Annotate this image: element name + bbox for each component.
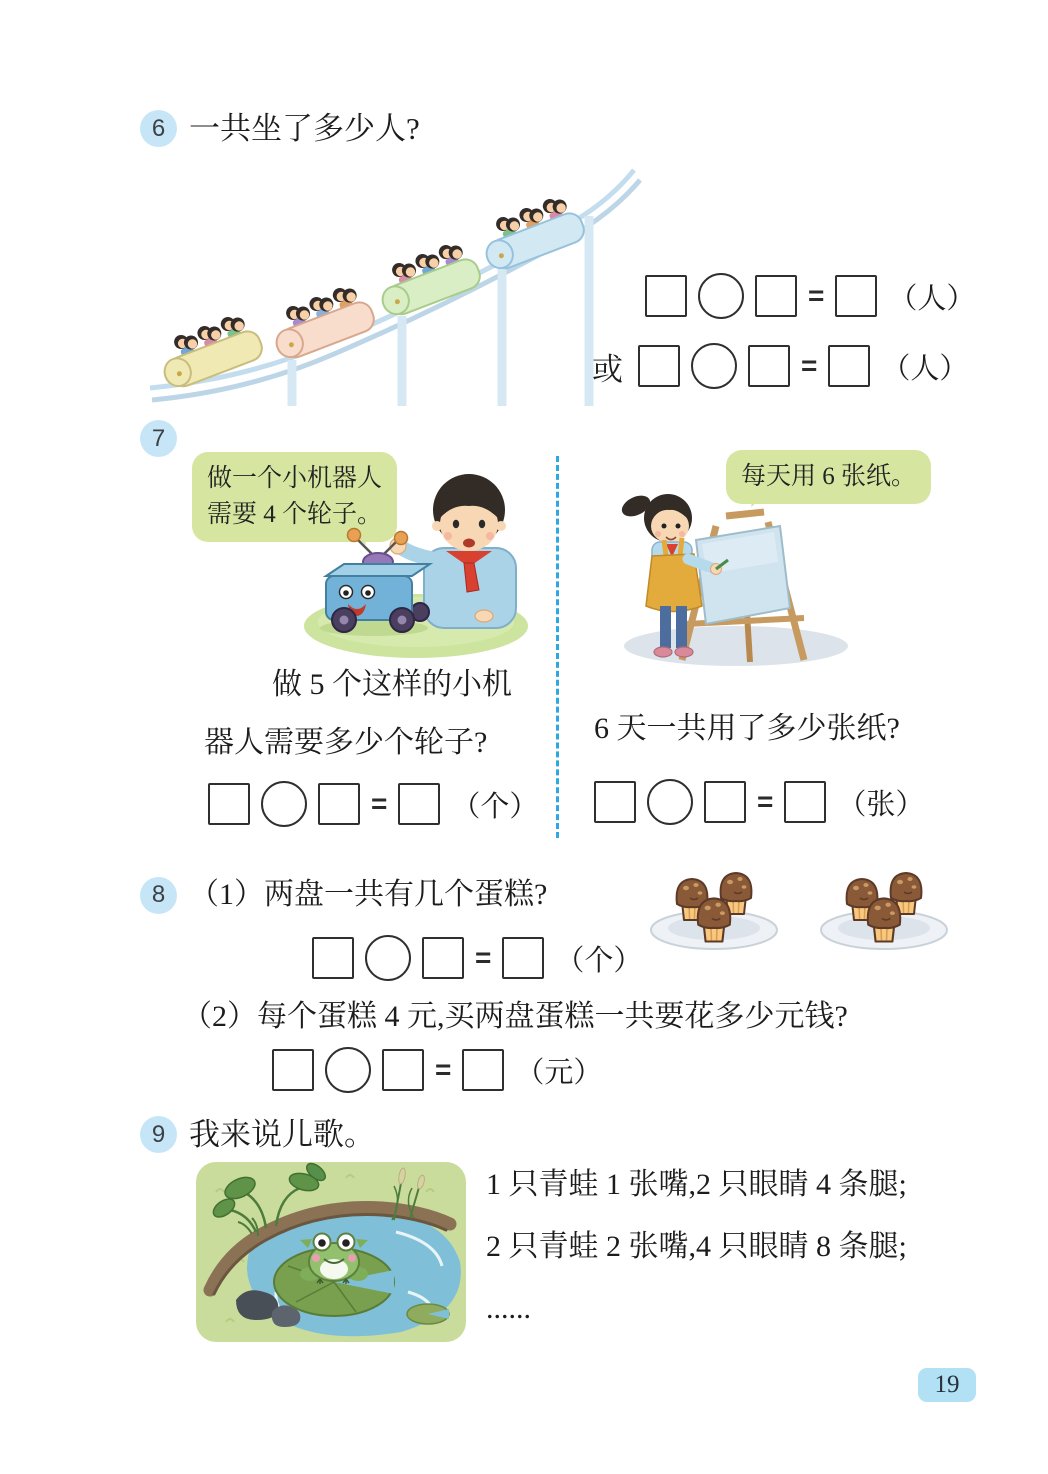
answer-box <box>272 1049 314 1091</box>
operator-circle <box>261 781 307 827</box>
problem6-title: 一共坐了多少人? <box>189 111 420 146</box>
coaster-car-green <box>371 237 483 320</box>
answer-box <box>828 345 870 387</box>
unit-label: （人） <box>888 282 976 315</box>
problem6-equation-1 <box>645 274 975 318</box>
answer-box <box>502 937 544 979</box>
unit-label: （个） <box>451 790 539 823</box>
or-label: 或 <box>592 351 623 387</box>
girl-painting-illustration <box>608 476 858 671</box>
muffin-plates-illustration <box>648 858 948 953</box>
problem8-equation-2 <box>272 1048 602 1092</box>
answer-box <box>835 275 877 317</box>
problem8-equation-1 <box>312 936 642 980</box>
operator-circle <box>365 935 411 981</box>
problem7-divider <box>556 456 559 838</box>
frog-pond-illustration <box>196 1162 466 1342</box>
unit-label: （人） <box>881 352 969 385</box>
problem6-equation-2 <box>592 344 968 388</box>
problem7-left-equation <box>208 782 538 826</box>
problem7-right-equation <box>594 780 924 824</box>
problem9-number-badge: 9 <box>140 1116 177 1153</box>
equals-sign: = <box>475 942 492 973</box>
muffin-plate <box>651 873 777 949</box>
operator-circle <box>691 343 737 389</box>
speech-text: 做一个小机器人 <box>207 465 383 492</box>
speech-text: 每天用 6 张纸。 <box>741 463 917 490</box>
problem7-left-question-line1: 做 5 个这样的小机 <box>272 668 512 701</box>
answer-box <box>312 937 354 979</box>
equals-sign: = <box>808 280 825 311</box>
problem8-question1: （1）两盘一共有几个蛋糕? <box>189 878 548 911</box>
answer-box <box>382 1049 424 1091</box>
unit-label: （元） <box>515 1056 603 1089</box>
problem8-header <box>140 876 547 914</box>
problem9-rhyme-line3: ...... <box>486 1292 531 1325</box>
answer-box <box>462 1049 504 1091</box>
unit-label: （张） <box>837 788 925 821</box>
roller-coaster-illustration <box>142 156 652 406</box>
answer-box <box>208 783 250 825</box>
problem8-question2: （2）每个蛋糕 4 元,买两盘蛋糕一共要花多少元钱? <box>182 1000 848 1033</box>
operator-circle <box>698 273 744 319</box>
problem9-header <box>140 1116 375 1153</box>
answer-box <box>638 345 680 387</box>
answer-box <box>594 781 636 823</box>
answer-box <box>755 275 797 317</box>
answer-box <box>422 937 464 979</box>
muffin-plate <box>821 873 947 949</box>
answer-box <box>784 781 826 823</box>
problem9-rhyme-line2: 2 只青蛙 2 张嘴,4 只眼睛 8 条腿; <box>486 1230 907 1263</box>
toy-robot-icon <box>320 529 430 637</box>
problem6-number-badge: 6 <box>140 110 177 147</box>
speech-text: 需要 4 个轮子。 <box>207 501 383 528</box>
problem9-title: 我来说儿歌。 <box>189 1117 375 1152</box>
answer-box <box>645 275 687 317</box>
equals-sign: = <box>435 1054 452 1085</box>
operator-circle <box>325 1047 371 1093</box>
coaster-car-pink <box>265 280 377 363</box>
unit-label: （个） <box>555 944 643 977</box>
answer-box <box>704 781 746 823</box>
problem7-right-question: 6 天一共用了多少张纸? <box>594 712 900 745</box>
operator-circle <box>647 779 693 825</box>
equals-sign: = <box>757 786 774 817</box>
boy-with-robot-illustration <box>298 460 543 665</box>
problem7-number-badge: 7 <box>140 420 177 457</box>
page-number-badge: 19 <box>918 1368 976 1402</box>
answer-box <box>318 783 360 825</box>
problem8-number-badge: 8 <box>140 877 177 914</box>
equals-sign: = <box>371 788 388 819</box>
problem6-header <box>140 110 420 147</box>
equals-sign: = <box>801 350 818 381</box>
problem7-left-question-line2: 器人需要多少个轮子? <box>204 726 488 759</box>
answer-box <box>398 783 440 825</box>
problem9-rhyme-line1: 1 只青蛙 1 张嘴,2 只眼睛 4 条腿; <box>486 1168 907 1201</box>
answer-box <box>748 345 790 387</box>
